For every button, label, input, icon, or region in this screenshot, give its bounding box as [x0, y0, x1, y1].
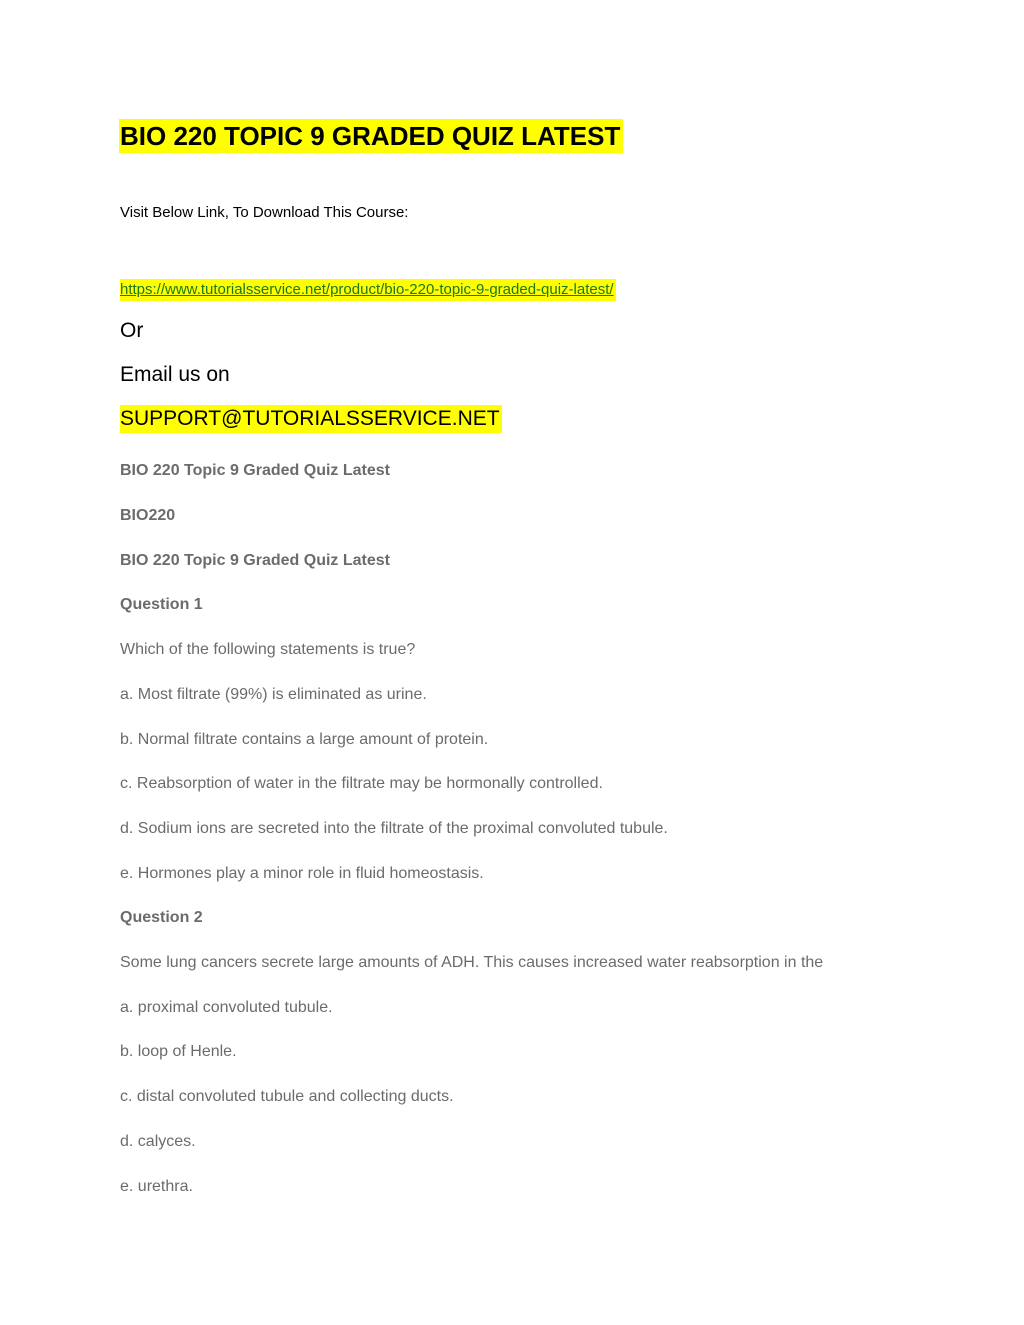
answer-option: e. Hormones play a minor role in fluid homeostasis. — [120, 865, 484, 882]
support-email: SUPPORT@TUTORIALSSERVICE.NET — [120, 405, 502, 433]
question-label: Question 2 — [120, 909, 203, 926]
or-text: Or — [120, 319, 144, 342]
course-heading-repeat: BIO 220 Topic 9 Graded Quiz Latest — [120, 552, 390, 569]
answer-option: b. Normal filtrate contains a large amount of protein. — [120, 731, 489, 748]
visit-instruction: Visit Below Link, To Download This Course: — [120, 204, 409, 221]
course-code: BIO220 — [120, 507, 176, 524]
email-label: Email us on — [120, 363, 230, 386]
question-prompt: Some lung cancers secrete large amounts of ADH. This causes increased water reabsorption in the — [120, 954, 824, 971]
answer-option: a. proximal convoluted tubule. — [120, 999, 333, 1016]
answer-option: e. urethra. — [120, 1178, 193, 1195]
question-prompt: Which of the following statements is true? — [120, 641, 416, 658]
download-link[interactable]: https://www.tutorialsservice.net/product/bio-220-topic-9-graded-quiz-latest/ — [120, 279, 616, 301]
answer-option: b. loop of Henle. — [120, 1043, 237, 1060]
course-heading: BIO 220 Topic 9 Graded Quiz Latest — [120, 462, 390, 479]
answer-option: d. calyces. — [120, 1133, 196, 1150]
answer-option: c. Reabsorption of water in the filtrate may be hormonally controlled. — [120, 775, 603, 792]
answer-option: a. Most filtrate (99%) is eliminated as urine. — [120, 686, 427, 703]
answer-option: c. distal convoluted tubule and collecting ducts. — [120, 1088, 454, 1105]
answer-option: d. Sodium ions are secreted into the filtrate of the proximal convoluted tubule. — [120, 820, 668, 837]
question-label: Question 1 — [120, 596, 203, 613]
page-title: BIO 220 TOPIC 9 GRADED QUIZ LATEST — [119, 119, 623, 153]
